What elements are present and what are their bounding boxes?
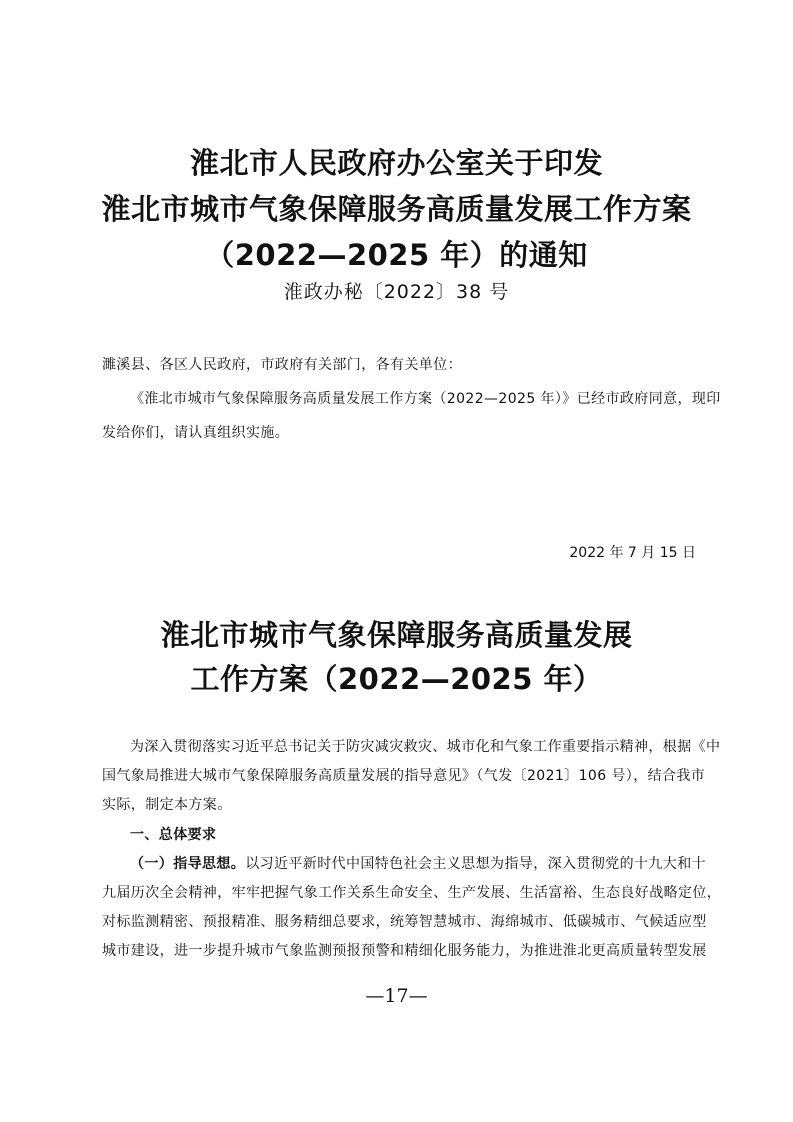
notice-date: 2022 年 7 月 15 日 (569, 545, 696, 561)
notice-body-line-1: 《淮北市城市气象保障服务高质量发展工作方案（2022—2025 年）》已经市政府同意，现印 (130, 391, 721, 407)
notice-body-line-2: 发给你们，请认真组织实施。 (102, 425, 290, 441)
notice-title-line-3: （2022—2025 年）的通知 (205, 238, 588, 272)
plan-intro-line-2: 国气象局推进大城市气象保障服务高质量发展的指导意见》（气发〔2021〕106 号），结合我市 (102, 768, 706, 784)
plan-title-line-2: 工作方案（2022—2025 年） (190, 662, 603, 696)
guiding-thought-line-1 (130, 854, 707, 874)
guiding-thought-text: 以习近平新时代中国特色社会主义思想为指导，深入贯彻党的十九大和十 (245, 856, 707, 872)
notice-title-line-2: 淮北市城市气象保障服务高质量发展工作方案 (101, 192, 692, 226)
plan-title-line-1: 淮北市城市气象保障服务高质量发展 (160, 618, 633, 652)
document-number: 淮政办秘〔2022〕38 号 (283, 281, 510, 303)
salutation: 濉溪县、各区人民政府，市政府有关部门，各有关单位： (102, 357, 462, 373)
guiding-thought-line-2: 九届历次全会精神，牢牢把握气象工作关系生命安全、生产发展、生活富裕、生态良好战略定位， (102, 885, 722, 901)
plan-intro-line-3: 实际，制定本方案。 (102, 797, 232, 813)
section-heading-overall-requirements: 一、总体要求 (130, 827, 217, 843)
plan-intro-line-1: 为深入贯彻落实习近平总书记关于防灾减灾救灾、城市化和气象工作重要指示精神，根据《中 (130, 739, 721, 755)
page-number: —17— (365, 985, 428, 1007)
guiding-thought-label: （一）指导思想。 (130, 856, 246, 872)
guiding-thought-line-3: 对标监测精密、预报精准、服务精细总要求，统筹智慧城市、海绵城市、低碳城市、气候适应型 (102, 914, 707, 930)
notice-title-line-1: 淮北市人民政府办公室关于印发 (189, 146, 603, 180)
guiding-thought-line-4: 城市建设，进一步提升城市气象监测预报预警和精细化服务能力，为推进淮北更高质量转型发展 (102, 943, 707, 959)
